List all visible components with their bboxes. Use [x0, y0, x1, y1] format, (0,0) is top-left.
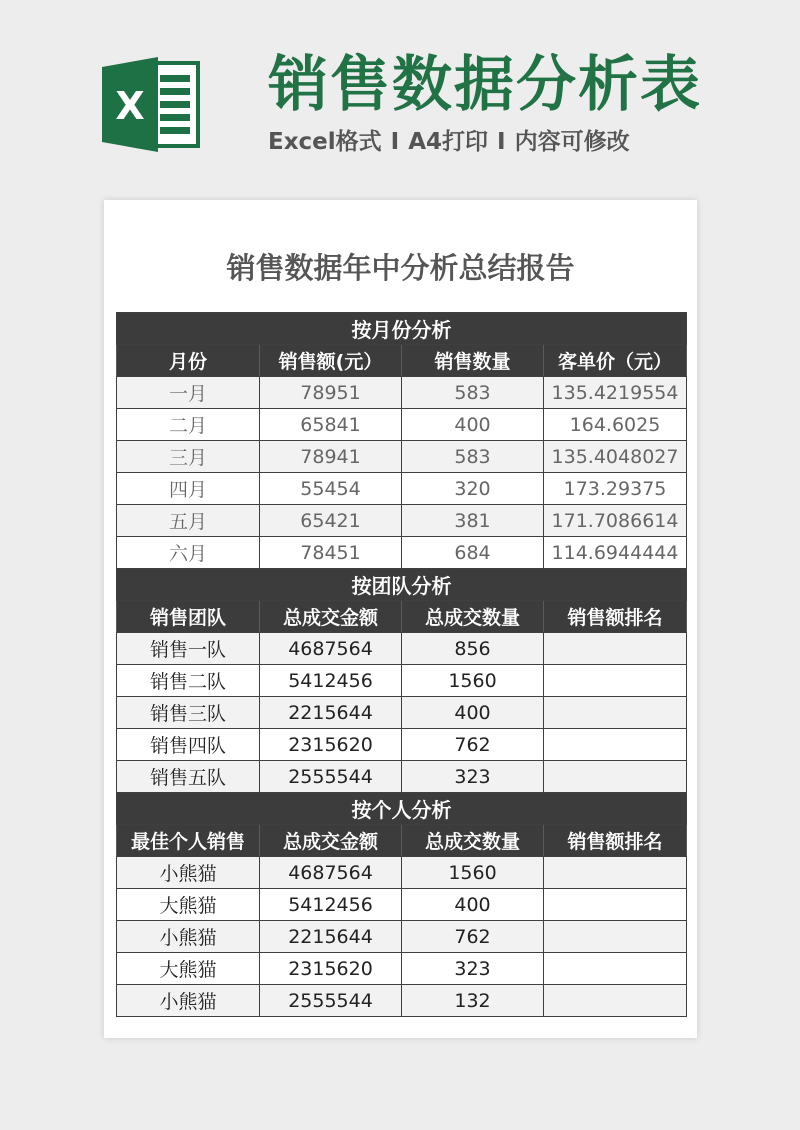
column-header: 月份 — [117, 345, 260, 377]
table-row — [117, 665, 687, 697]
table-cell[interactable]: 323 — [402, 953, 544, 985]
table-cell[interactable]: 320 — [402, 473, 544, 505]
table-row — [117, 921, 687, 953]
table-cell[interactable]: 销售四队 — [117, 729, 260, 761]
table-cell[interactable]: 135.4219554 — [544, 377, 687, 409]
table-row — [117, 377, 687, 409]
table-row — [117, 889, 687, 921]
table-cell[interactable]: 5412456 — [260, 889, 402, 921]
document-page — [104, 200, 697, 1038]
column-header: 总成交金额 — [260, 825, 402, 857]
section-title: 按团队分析 — [117, 569, 687, 601]
table-cell[interactable]: 400 — [402, 889, 544, 921]
column-header-row — [117, 601, 687, 633]
table-cell[interactable]: 4687564 — [260, 633, 402, 665]
table-row — [117, 697, 687, 729]
table-cell[interactable]: 4687564 — [260, 857, 402, 889]
table-row — [117, 985, 687, 1017]
table-cell[interactable]: 小熊猫 — [117, 985, 260, 1017]
report-table-body — [117, 313, 687, 1017]
table-cell[interactable]: 六月 — [117, 537, 260, 569]
table-row — [117, 857, 687, 889]
table-cell[interactable]: 2555544 — [260, 985, 402, 1017]
section-header-month — [117, 313, 687, 345]
table-cell[interactable]: 762 — [402, 729, 544, 761]
subtitle-separator: I — [497, 129, 506, 155]
table-cell[interactable]: 400 — [402, 697, 544, 729]
table-cell[interactable]: 销售一队 — [117, 633, 260, 665]
column-header: 销售额(元） — [260, 345, 402, 377]
table-cell[interactable]: 5412456 — [260, 665, 402, 697]
excel-logo-icon — [102, 57, 202, 152]
column-header-row — [117, 825, 687, 857]
table-cell[interactable]: 164.6025 — [544, 409, 687, 441]
table-cell[interactable] — [544, 985, 687, 1017]
column-header: 最佳个人销售 — [117, 825, 260, 857]
table-cell[interactable] — [544, 665, 687, 697]
table-cell[interactable] — [544, 921, 687, 953]
section-title: 按个人分析 — [117, 793, 687, 825]
table-cell[interactable]: 78451 — [260, 537, 402, 569]
table-cell[interactable]: 销售二队 — [117, 665, 260, 697]
table-cell[interactable]: 65841 — [260, 409, 402, 441]
table-cell[interactable]: 小熊猫 — [117, 857, 260, 889]
table-cell[interactable]: 销售三队 — [117, 697, 260, 729]
subtitle-print: A4打印 — [408, 129, 489, 155]
table-cell[interactable]: 三月 — [117, 441, 260, 473]
table-row — [117, 505, 687, 537]
table-row — [117, 473, 687, 505]
table-cell[interactable] — [544, 697, 687, 729]
column-header: 客单价（元） — [544, 345, 687, 377]
table-row — [117, 441, 687, 473]
table-cell[interactable]: 78951 — [260, 377, 402, 409]
table-cell[interactable]: 856 — [402, 633, 544, 665]
table-cell[interactable]: 55454 — [260, 473, 402, 505]
table-cell[interactable]: 1560 — [402, 857, 544, 889]
subtitle-format: Excel格式 — [268, 129, 382, 155]
table-cell[interactable]: 小熊猫 — [117, 921, 260, 953]
table-cell[interactable] — [544, 953, 687, 985]
table-cell[interactable]: 2315620 — [260, 953, 402, 985]
section-header-individual — [117, 793, 687, 825]
subtitle — [268, 126, 630, 158]
page-title: 销售数据分析表 — [268, 50, 702, 120]
table-cell[interactable]: 173.29375 — [544, 473, 687, 505]
table-cell[interactable]: 583 — [402, 377, 544, 409]
table-cell[interactable]: 323 — [402, 761, 544, 793]
table-cell[interactable]: 132 — [402, 985, 544, 1017]
table-cell[interactable]: 五月 — [117, 505, 260, 537]
table-cell[interactable]: 762 — [402, 921, 544, 953]
table-cell[interactable]: 大熊猫 — [117, 889, 260, 921]
table-row — [117, 729, 687, 761]
subtitle-editable: 内容可修改 — [514, 129, 630, 155]
table-row — [117, 537, 687, 569]
table-cell[interactable] — [544, 889, 687, 921]
column-header: 销售额排名 — [544, 825, 687, 857]
column-header-row — [117, 345, 687, 377]
table-cell[interactable]: 400 — [402, 409, 544, 441]
table-cell[interactable]: 78941 — [260, 441, 402, 473]
table-cell[interactable]: 2215644 — [260, 697, 402, 729]
report-title: 销售数据年中分析总结报告 — [226, 251, 575, 285]
column-header: 销售数量 — [402, 345, 544, 377]
table-cell[interactable] — [544, 857, 687, 889]
table-cell[interactable]: 65421 — [260, 505, 402, 537]
table-cell[interactable]: 二月 — [117, 409, 260, 441]
subtitle-separator: I — [390, 129, 400, 155]
table-cell[interactable]: 135.4048027 — [544, 441, 687, 473]
section-header-team — [117, 569, 687, 601]
column-header: 总成交金额 — [260, 601, 402, 633]
table-cell[interactable]: 684 — [402, 537, 544, 569]
column-header: 总成交数量 — [402, 601, 544, 633]
table-cell[interactable] — [544, 761, 687, 793]
table-cell[interactable]: 171.7086614 — [544, 505, 687, 537]
section-title: 按月份分析 — [117, 313, 687, 345]
table-cell[interactable]: 一月 — [117, 377, 260, 409]
table-row — [117, 953, 687, 985]
table-cell[interactable]: 2555544 — [260, 761, 402, 793]
table-cell[interactable]: 1560 — [402, 665, 544, 697]
table-cell[interactable]: 2215644 — [260, 921, 402, 953]
table-row — [117, 633, 687, 665]
logo-letter: X — [115, 84, 145, 128]
table-cell[interactable]: 四月 — [117, 473, 260, 505]
table-cell[interactable] — [544, 633, 687, 665]
table-row — [117, 409, 687, 441]
table-cell[interactable]: 销售五队 — [117, 761, 260, 793]
table-cell[interactable]: 114.6944444 — [544, 537, 687, 569]
table-cell[interactable]: 2315620 — [260, 729, 402, 761]
column-header: 销售额排名 — [544, 601, 687, 633]
table-cell[interactable]: 大熊猫 — [117, 953, 260, 985]
column-header: 销售团队 — [117, 601, 260, 633]
column-header: 总成交数量 — [402, 825, 544, 857]
table-cell[interactable]: 583 — [402, 441, 544, 473]
table-row — [117, 761, 687, 793]
table-cell[interactable]: 381 — [402, 505, 544, 537]
report-table — [116, 312, 687, 1017]
table-cell[interactable] — [544, 729, 687, 761]
